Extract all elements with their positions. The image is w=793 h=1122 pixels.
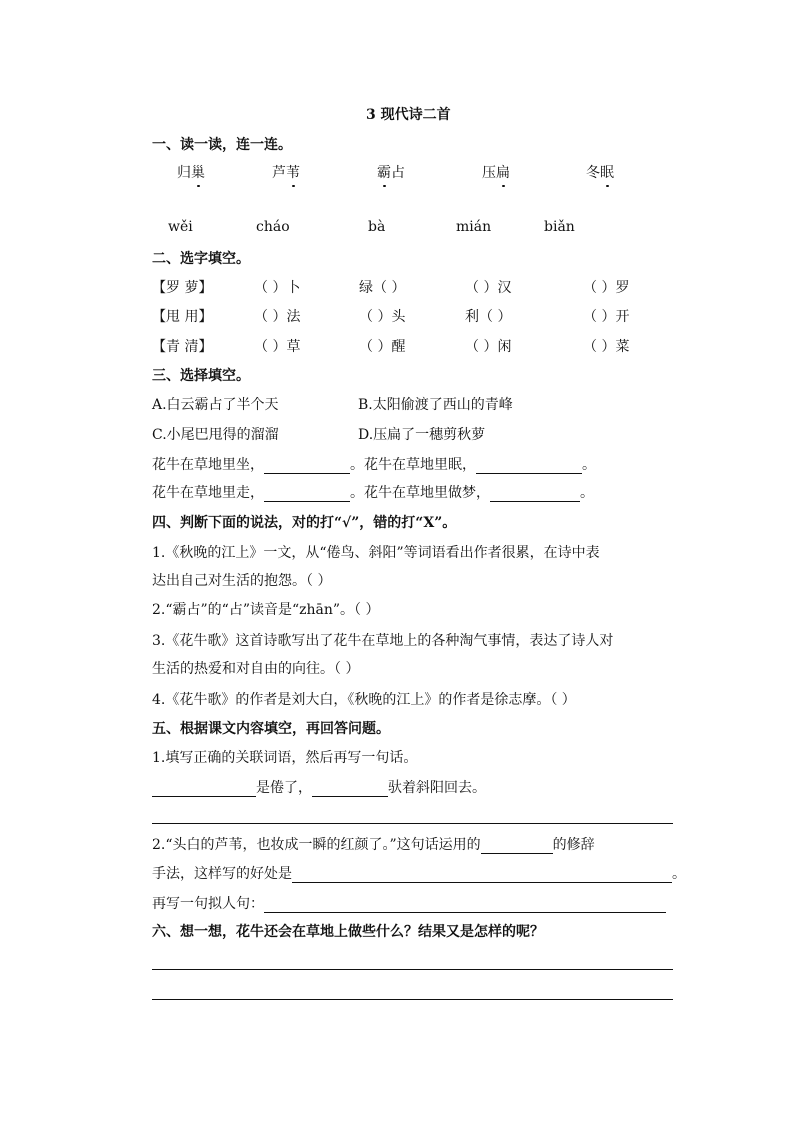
answer-line[interactable] [152,823,673,824]
section3-heading: 三、选择填空。 [152,368,250,384]
fill-q2-line3 [152,893,666,913]
word-item[interactable]: 压扁 [482,162,510,182]
section6-heading: 六、想一想，花牛还会在草地上做些什么？结果又是怎样的呢？ [152,924,544,940]
fill-q1-mid: 是倦了， [256,780,312,796]
sentence-1 [152,454,596,474]
answer-blank[interactable] [152,782,256,797]
pinyin-item[interactable]: biǎn [544,219,575,235]
pinyin-item[interactable]: bà [368,219,386,235]
fill-q2-line2 [152,863,686,883]
judge-q1-line2: 达出自己对生活的抱怨。（ ） [152,573,332,589]
fill-char-item[interactable]: （ ）汉 [465,280,512,296]
fill-q2-text-a: 2.“头白的芦苇，也妆成一瞬的红颜了。”这句话运用的 [152,837,481,853]
pinyin-item[interactable]: cháo [256,219,290,235]
answer-blank[interactable] [292,868,672,883]
judge-q1-line1: 1.《秋晚的江上》一文，从“倦鸟、斜阳”等词语看出作者很累，在诗中表 [152,545,600,561]
sentence-2-part-c: 。 [580,485,594,501]
fill-char-item[interactable]: （ ）菜 [583,339,630,355]
fill-q2-text-d: 。 [672,866,686,882]
sentence-2 [152,482,594,502]
fill-q2-text-e: 再写一句拟人句： [152,896,264,912]
section1-heading: 一、读一读，连一连。 [152,137,292,153]
answer-blank[interactable] [490,487,580,502]
sentence-1-part-c: 。 [582,457,596,473]
section5-heading: 五、根据课文内容填空，再回答问题。 [152,721,390,737]
answer-blank[interactable] [264,898,666,913]
fill-q1-sentence [152,777,486,797]
pinyin-item[interactable]: mián [456,219,492,235]
answer-blank[interactable] [264,487,350,502]
judge-q3-line2: 生活的热爱和对自由的向往。（ ） [152,661,360,677]
sentence-1-part-a: 花牛在草地里坐， [152,457,264,473]
option-b: B.太阳偷渡了西山的青峰 [358,397,513,413]
fill-q1-end: 驮着斜阳回去。 [388,780,486,796]
section4-heading: 四、判断下面的说法，对的打“√”，错的打“X”。 [152,515,457,531]
judge-q2: 2.“霸占”的“占”读音是“zhān”。（ ） [152,602,380,618]
fill-q2-line1 [152,834,595,854]
fill-char-item[interactable]: （ ）醒 [359,339,406,355]
word-item[interactable]: 霸占 [377,162,405,182]
fill-char-item[interactable]: （ ）头 [359,309,406,325]
fill-q2-text-b: 的修辞 [552,837,595,853]
sentence-2-part-b: 。花牛在草地里做梦， [350,485,490,501]
judge-q3-line1: 3.《花牛歌》这首诗歌写出了花牛在草地上的各种淘气事情，表达了诗人对 [152,633,614,649]
fill-char-item[interactable]: （ ）开 [583,309,630,325]
sentence-2-part-a: 花牛在草地里走， [152,485,264,501]
word-item[interactable]: 归巢 [177,162,205,182]
sentence-1-part-b: 。花牛在草地里眠， [350,457,476,473]
char-pair-label: 【青 清】 [152,339,213,355]
answer-blank[interactable] [312,782,388,797]
section2-heading: 二、选字填空。 [152,251,250,267]
fill-q1: 1.填写正确的关联词语，然后再写一句话。 [152,750,418,766]
char-pair-label: 【罗 萝】 [152,280,213,296]
fill-char-item[interactable]: 利（ ） [465,309,512,325]
fill-char-item[interactable]: （ ）闲 [465,339,512,355]
answer-line[interactable] [152,999,673,1000]
fill-q2-text-c: 手法，这样写的好处是 [152,866,292,882]
answer-blank[interactable] [476,459,582,474]
fill-char-item[interactable]: （ ）草 [254,339,301,355]
char-pair-label: 【甩 用】 [152,309,213,325]
answer-line[interactable] [152,969,673,970]
option-d: D.压扁了一穗剪秋萝 [358,427,486,443]
pinyin-item[interactable]: wěi [168,219,193,235]
judge-q4: 4.《花牛歌》的作者是刘大白，《秋晚的江上》的作者是徐志摩。（ ） [152,692,576,708]
answer-blank[interactable] [264,459,350,474]
word-item[interactable]: 冬眠 [586,162,614,182]
fill-char-item[interactable]: 绿（ ） [359,280,406,296]
fill-char-item[interactable]: （ ）法 [254,309,301,325]
option-c: C.小尾巴甩得的溜溜 [152,427,279,443]
fill-char-item[interactable]: （ ）罗 [583,280,630,296]
answer-blank[interactable] [481,839,553,854]
page-title: 3 现代诗二首 [366,107,451,123]
option-a: A.白云霸占了半个天 [152,397,279,413]
fill-char-item[interactable]: （ ）卜 [254,280,301,296]
word-item[interactable]: 芦苇 [272,162,300,182]
